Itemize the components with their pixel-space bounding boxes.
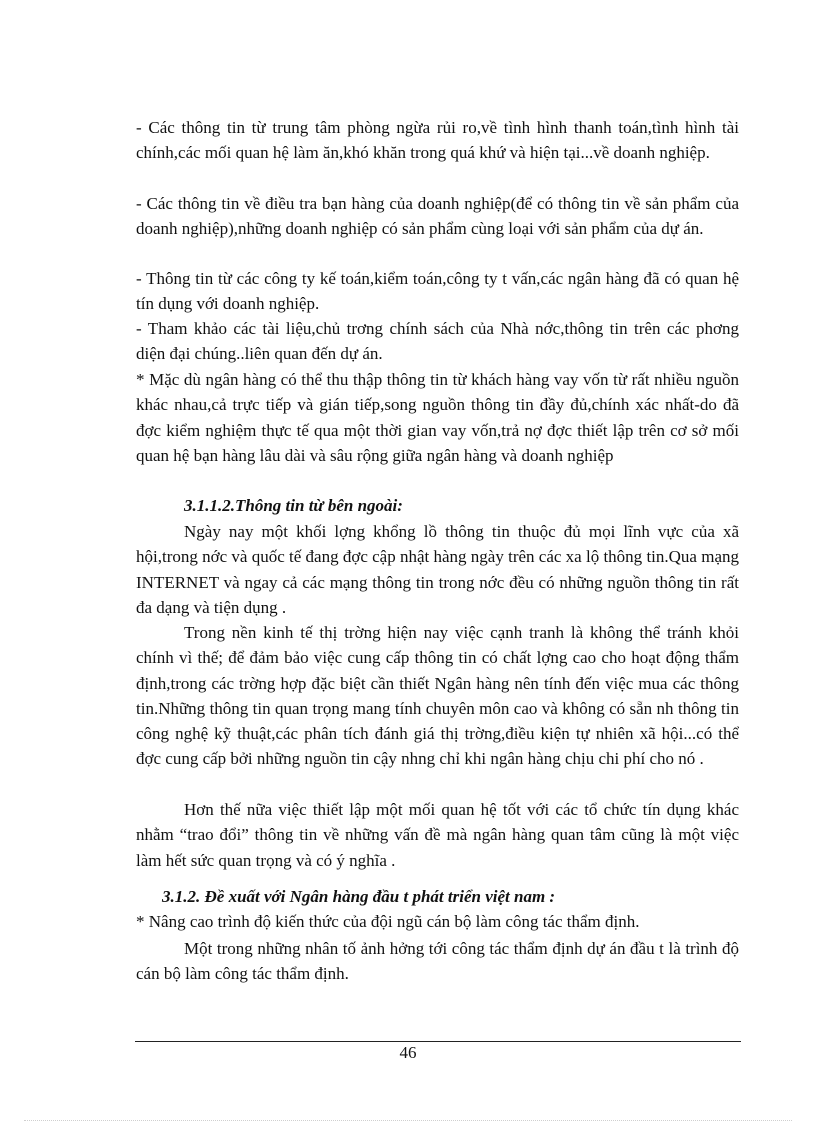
paragraph-internet-info: Ngày nay một khối lợng khổng lồ thông tin thuộc đủ mọi lĩnh vực của xã hội,trong nớc và quốc tế đang đợc cập nhật hàng ngày trên các xa lộ thông tin.Qua mạng INTERNET và ngay cả các mạng thông tin trong nớc đều có những nguồn thông tin rất đa dạng và tiện dụng . bbox=[136, 522, 739, 617]
section-heading-proposal: 3.1.2. Đề xuất với Ngân hàng đầu t phát triển việt nam : bbox=[162, 887, 556, 906]
page-number: 46 bbox=[399, 1043, 417, 1062]
paragraph-improve-staff: * Nâng cao trình độ kiến thức của đội ngũ cán bộ làm công tác thẩm định. bbox=[136, 912, 640, 931]
paragraph-note-customer-info: * Mặc dù ngân hàng có thể thu thập thông tin từ khách hàng vay vốn từ rất nhiều nguồn khác nhau,cả trực tiếp và gián tiếp,song nguồn thông tin đầy đủ,chính xác nhất-do đã đợc kiểm nghiệm thực tế qua một thời gian vay vốn,trả nợ đợc thiết lập trên cơ sở mối quan hệ bạn hàng lâu dài và sâu rộng giữa ngân hàng và doanh nghiệp bbox=[136, 370, 739, 465]
paragraph-audit-firm-info: - Thông tin từ các công ty kế toán,kiểm toán,công ty t vấn,các ngân hàng đã có quan hệ tín dụng với doanh nghiệp. bbox=[136, 269, 739, 314]
section-heading-external-info: 3.1.1.2.Thông tin từ bên ngoài: bbox=[184, 496, 403, 515]
paragraph-credit-relationships: Hơn thế nữa việc thiết lập một mối quan hệ tốt với các tổ chức tín dụng khác nhằm “trao đổi” thông tin về những vấn đề mà ngân hàng quan tâm cũng là một việc làm hết sức quan trọng và có ý nghĩa . bbox=[136, 800, 739, 870]
page-edge-dotted-line bbox=[24, 1120, 792, 1121]
paragraph-partner-info: - Các thông tin về điều tra bạn hàng của doanh nghiệp(để có thông tin về sản phẩm của doanh nghiệp),những doanh nghiệp có sản phẩm cùng loại với sản phẩm của dự án. bbox=[136, 194, 739, 239]
paragraph-risk-center-info: - Các thông tin từ trung tâm phòng ngừa rủi ro,về tình hình thanh toán,tình hình tài chính,các mối quan hệ làm ăn,khó khăn trong quá khứ và hiện tại...về doanh nghiệp. bbox=[136, 118, 739, 163]
paragraph-state-documents: - Tham khảo các tài liệu,chủ trơng chính sách của Nhà nớc,thông tin trên các phơng diện đại chúng..liên quan đến dự án. bbox=[136, 319, 739, 364]
paragraph-staff-factor: Một trong những nhân tố ảnh hởng tới công tác thẩm định dự án đầu t là trình độ cán bộ làm công tác thẩm định. bbox=[136, 939, 739, 984]
paragraph-buy-info: Trong nền kinh tế thị trờng hiện nay việc cạnh tranh là không thể tránh khỏi chính vì thế; để đảm bảo việc cung cấp thông tin có chất lợng cao cho hoạt động thẩm định,trong các trờng hợp đặc biệt cần thiết Ngân hàng nên tính đến việc mua các thông tin.Những thông tin quan trọng mang tính chuyên môn cao và không có sẵn nh thông tin công nghệ kỹ thuật,các phân tích đánh giá thị trờng,điều kiện tự nhiên xã hội...có thể đợc cung cấp bởi những nguồn tin cậy nhng chỉ khi ngân hàng chịu chi phí cho nó . bbox=[136, 623, 739, 769]
